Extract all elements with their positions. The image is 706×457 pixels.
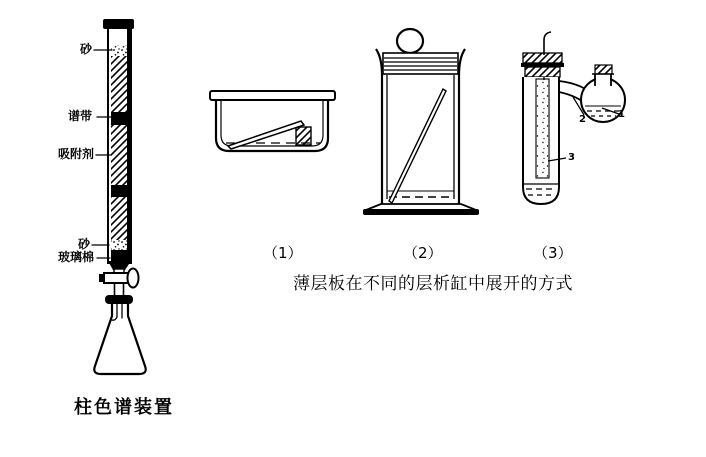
- part-label-flask: 1: [618, 109, 625, 120]
- sand-layer-bottom: [111, 240, 127, 250]
- chamber-3-number: （3）: [533, 244, 573, 262]
- chamber-2-jar-drawing: [363, 29, 479, 215]
- glass-wool-plug: [111, 250, 127, 261]
- label-sand-top: 砂: [80, 42, 93, 56]
- band-1: [111, 112, 127, 125]
- tube-tlc-strip: [536, 79, 549, 178]
- band-2: [111, 185, 127, 197]
- tube-stopper: [521, 53, 564, 77]
- stopcock-handle: [128, 269, 139, 288]
- label-glass-wool: 玻璃棉: [58, 250, 95, 264]
- chamber-1-dish-drawing: [210, 91, 335, 151]
- jar-foot-base: [363, 209, 479, 215]
- chamber-1-number: （1）: [263, 244, 303, 262]
- sand-layer-top: [111, 45, 127, 56]
- jar-lid-knob: [397, 29, 423, 53]
- jar-tlc-plate: [389, 89, 446, 203]
- round-flask-stopper: [592, 65, 614, 74]
- chamber-3-tube-drawing: [521, 32, 625, 204]
- column-caption: 柱色谱装置: [74, 397, 174, 418]
- stopcock: [99, 269, 139, 299]
- part-label-side-tube: 2: [579, 114, 586, 125]
- jar-outer-wall-left: [376, 49, 382, 205]
- flask-neck-ring: [105, 295, 133, 304]
- column-drawing: [92, 19, 146, 374]
- dish-support-block: [296, 127, 311, 145]
- erlenmeyer-flask: [94, 304, 146, 374]
- part-label-plate: 3: [568, 152, 575, 163]
- jar-outer-wall-right: [459, 49, 465, 205]
- adsorbent-section-2: [111, 125, 127, 185]
- hanger-wire: [544, 32, 551, 55]
- column-tube-right-wall: [127, 28, 132, 263]
- chambers-caption: 薄层板在不同的层析缸中展开的方式: [293, 274, 573, 294]
- label-band: 谱带: [68, 109, 93, 123]
- jar-ground-lid: [383, 53, 458, 74]
- adsorbent-section-3: [111, 197, 127, 240]
- label-sand-bottom: 砂: [78, 237, 91, 251]
- dish-lid: [210, 91, 335, 100]
- chamber-2-number: （2）: [403, 244, 443, 262]
- label-adsorbent: 吸附剂: [58, 147, 95, 161]
- adsorbent-section-1: [111, 56, 127, 112]
